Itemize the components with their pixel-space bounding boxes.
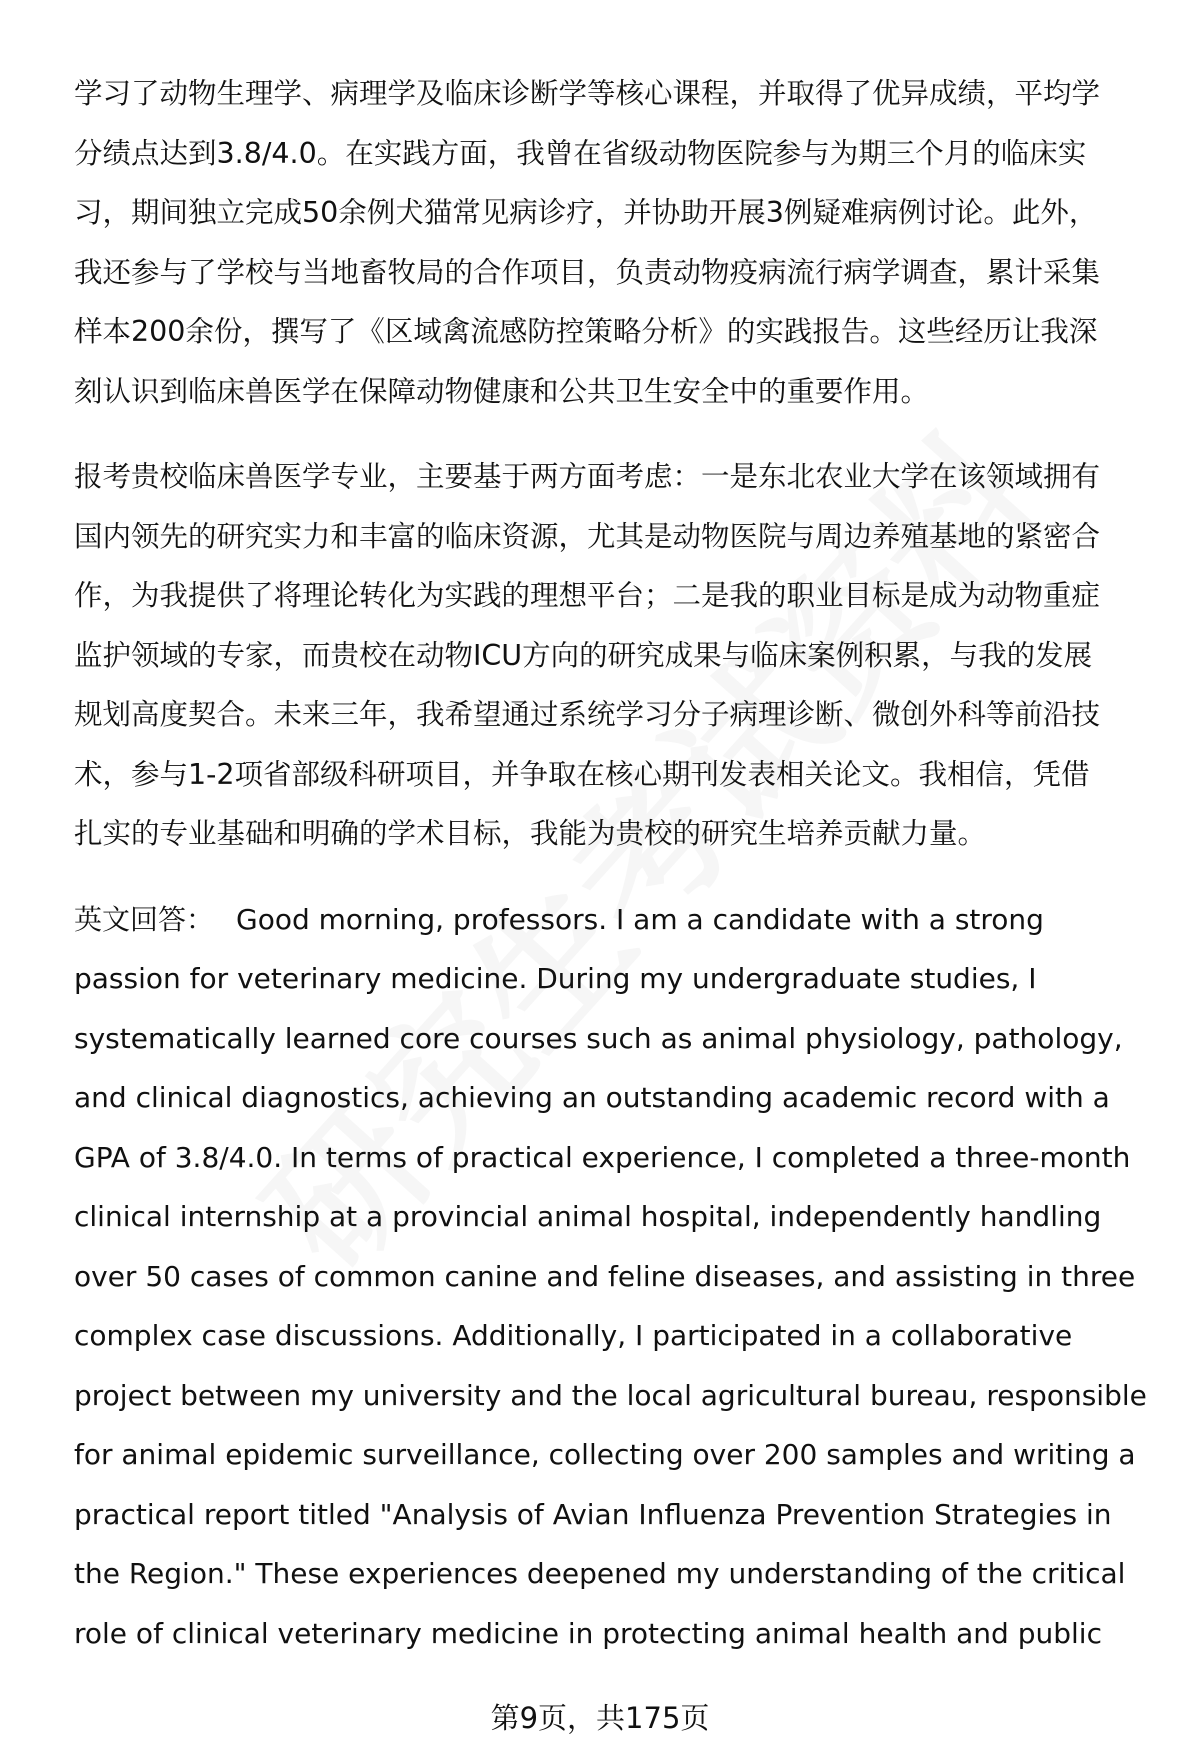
text-line: project between my university and the local agricultural bureau, responsible [74, 1378, 1147, 1412]
page-number-footer: 第9页，共175页 [490, 1701, 710, 1735]
text-line: 样本200余份，撰写了《区域禽流感防控策略分析》的实践报告。这些经历让我深 [74, 315, 1098, 348]
paragraph-chinese-2 [74, 447, 1154, 864]
text-line: complex case discussions. Additionally, I participated in a collaborative [74, 1319, 1073, 1352]
text-line: 我还参与了学校与当地畜牧局的合作项目，负责动物疫病流行病学调查，累计采集 [74, 255, 1101, 289]
text-line: 报考贵校临床兽医学专业，主要基于两方面考虑：一是东北农业大学在该领域拥有 [74, 460, 1101, 493]
paragraph-chinese-1 [74, 64, 1154, 421]
paragraph-english-answer [74, 890, 1154, 1664]
english-first-line: Good morning, professors. I am a candidate with a strong [236, 902, 1044, 936]
text-line: 作，为我提供了将理论转化为实践的理想平台；二是我的职业目标是成为动物重症 [74, 579, 1101, 612]
text-line: clinical internship at a provincial animal hospital, independently handling [74, 1200, 1102, 1233]
text-line: 扎实的专业基础和明确的学术目标，我能为贵校的研究生培养贡献力量。 [74, 817, 987, 850]
text-line: and clinical diagnostics, achieving an outstanding academic record with a [74, 1081, 1110, 1114]
text-line: over 50 cases of common canine and feline diseases, and assisting in three [74, 1259, 1136, 1293]
text-line: 监护领域的专家，而贵校在动物ICU方向的研究成果与临床案例积累，与我的发展 [74, 638, 1093, 672]
text-line: passion for veterinary medicine. During my undergraduate studies, I [74, 962, 1037, 995]
text-line: 规划高度契合。未来三年，我希望通过系统学习分子病理诊断、微创外科等前沿技 [74, 698, 1101, 731]
document-body [74, 64, 1154, 1689]
text-line: 国内领先的研究实力和丰富的临床资源，尤其是动物医院与周边养殖基地的紧密合 [74, 519, 1101, 553]
text-line: role of clinical veterinary medicine in protecting animal health and public [74, 1616, 1102, 1650]
text-line: 习，期间独立完成50余例犬猫常见病诊疗，并协助开展3例疑难病例讨论。此外， [74, 196, 1098, 229]
english-answer-label: 英文回答： [74, 902, 215, 936]
text-line: the Region." These experiences deepened my understanding of the critical [74, 1557, 1126, 1590]
text-line: 分绩点达到3.8/4.0。在实践方面，我曾在省级动物医院参与为期三个月的临床实 [74, 136, 1087, 170]
text-line: for animal epidemic surveillance, collecting over 200 samples and writing a [74, 1438, 1136, 1471]
text-line: 学习了动物生理学、病理学及临床诊断学等核心课程，并取得了优异成绩，平均学 [74, 77, 1101, 110]
text-line: 术，参与1-2项省部级科研项目，并争取在核心期刊发表相关论文。我相信，凭借 [74, 757, 1090, 791]
text-line: systematically learned core courses such as animal physiology, pathology, [74, 1021, 1123, 1055]
text-line: GPA of 3.8/4.0. In terms of practical experience, I completed a three-month [74, 1140, 1131, 1174]
text-line: 刻认识到临床兽医学在保障动物健康和公共卫生安全中的重要作用。 [74, 374, 930, 408]
text-line: practical report titled "Analysis of Avian Influenza Prevention Strategies in [74, 1497, 1112, 1531]
text-line [74, 890, 1154, 950]
